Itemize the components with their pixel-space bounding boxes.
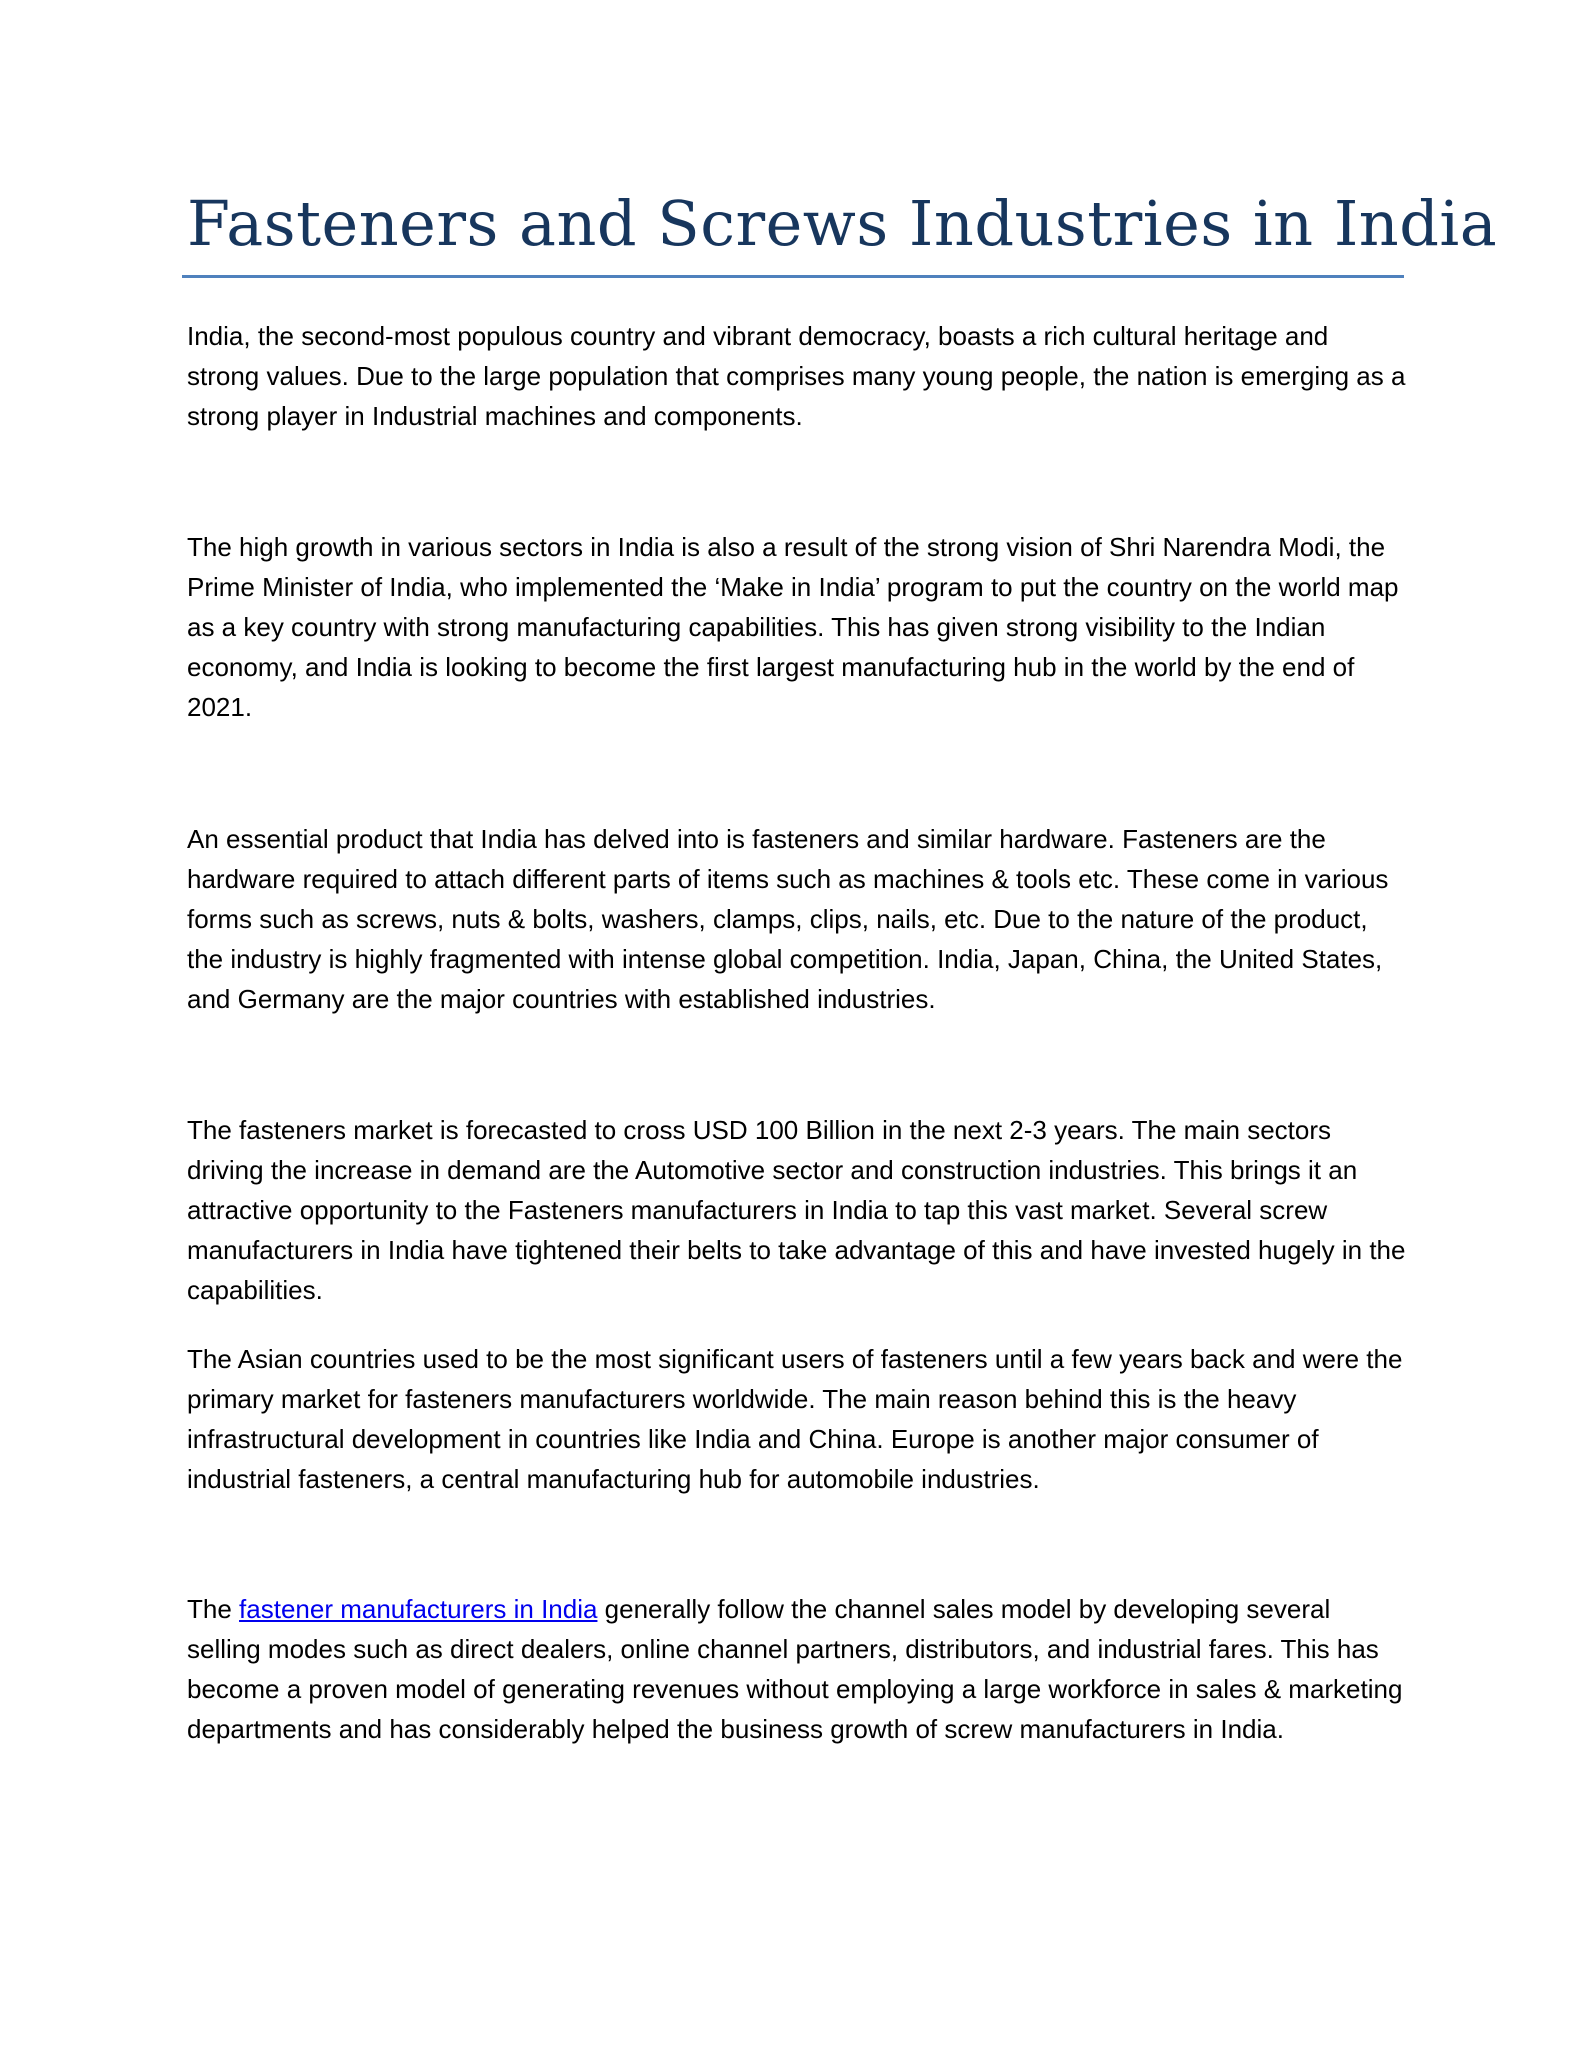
paragraph-market-forecast: The fasteners market is forecasted to cross USD 100 Billion in the next 2-3 years. The main sectors driving the increase in demand are the Automotive sector and construction industries. This brings it an attractive opportunity to the Fasteners manufacturers in India to tap this vast market. Several screw manufacturers in India have tightened their belts to take advantage of this and have invested hugely in the capabilities.: [187, 1115, 1406, 1305]
fastener-manufacturers-link[interactable]: fastener manufacturers in India: [239, 1594, 598, 1624]
paragraph-text-after-link: generally follow the channel sales model by developing several selling modes such as direct dealers, online channel partners, distributors, and industrial fares. This has become a proven model of generating revenues without employing a large workforce in sales & marketing departments and has considerably helped the business growth of screw manufacturers in India.: [187, 1594, 1403, 1744]
paragraph-channel-sales: [187, 1589, 1407, 1749]
paragraph-asian-market: The Asian countries used to be the most significant users of fasteners until a few years back and were the primary market for fasteners manufacturers worldwide. The main reason behind this is the heavy infrastructural development in countries like India and China. Europe is another major consumer of industrial fasteners, a central manufacturing hub for automobile industries.: [187, 1344, 1403, 1494]
title-underline-divider: [182, 275, 1404, 278]
paragraph-text-before-link: The: [187, 1594, 240, 1624]
page-title: Fasteners and Screws Industries in India: [187, 187, 1498, 260]
paragraph-make-in-india: The high growth in various sectors in India is also a result of the strong vision of Shri Narendra Modi, the Prime Minister of India, who implemented the ‘Make in India’ program to put the country on the world map as a key country with strong manufacturing capabilities. This has given strong visibility to the Indian economy, and India is looking to become the first largest manufacturing hub in the world by the end of 2021.: [187, 532, 1399, 722]
paragraph-fasteners-overview: An essential product that India has delved into is fasteners and similar hardware. Fasteners are the hardware required to attach different parts of items such as machines & tools etc. These come in various forms such as screws, nuts & bolts, washers, clamps, clips, nails, etc. Due to the nature of the product, the industry is highly fragmented with intense global competition. India, Japan, China, the United States, and Germany are the major countries with established industries.: [187, 824, 1389, 1014]
paragraph-intro: India, the second-most populous country and vibrant democracy, boasts a rich cultural heritage and strong values. Due to the large population that comprises many young people, the nation is emerging as a strong player in Industrial machines and components.: [187, 321, 1406, 431]
